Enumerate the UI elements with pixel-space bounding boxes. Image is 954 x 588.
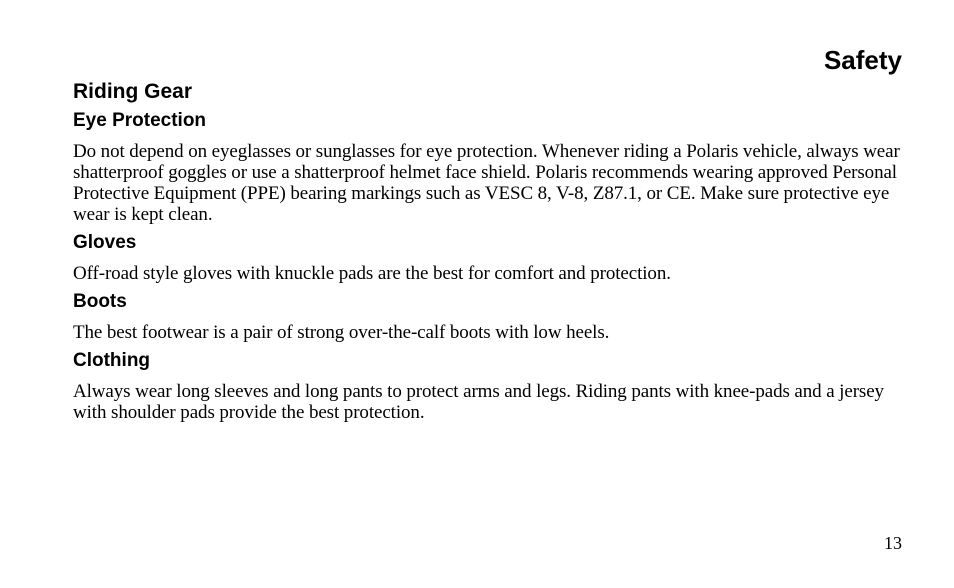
gloves-heading: Gloves — [73, 232, 137, 253]
boots-text: The best footwear is a pair of strong over-the-calf boots with low heels. — [73, 322, 610, 343]
clothing-heading: Clothing — [73, 350, 151, 371]
page-number: 13 — [884, 533, 902, 553]
eye-protection-text: Do not depend on eyeglasses or sunglasses for eye protection. Whenever riding a Polaris vehicle, always wear shatterproof goggles or use a shatterproof helmet face shield. Polaris recommends wearing approved Personal Protective Equipment (PPE) bearing markings such as VESC 8, V-8, Z87.1, or CE. Make sure protective eye wear is kept clean. — [73, 141, 900, 225]
eye-protection-heading: Eye Protection — [73, 110, 207, 131]
page-header-title: Safety — [823, 45, 902, 75]
clothing-text: Always wear long sleeves and long pants to protect arms and legs. Riding pants with knee-pads and a jersey with shoulder pads provide the best protection. — [73, 381, 884, 423]
section-title: Riding Gear — [73, 80, 193, 103]
riding-gear-section — [73, 78, 903, 423]
gloves-text: Off-road style gloves with knuckle pads are the best for comfort and protection. — [73, 263, 671, 284]
boots-heading: Boots — [73, 291, 127, 312]
